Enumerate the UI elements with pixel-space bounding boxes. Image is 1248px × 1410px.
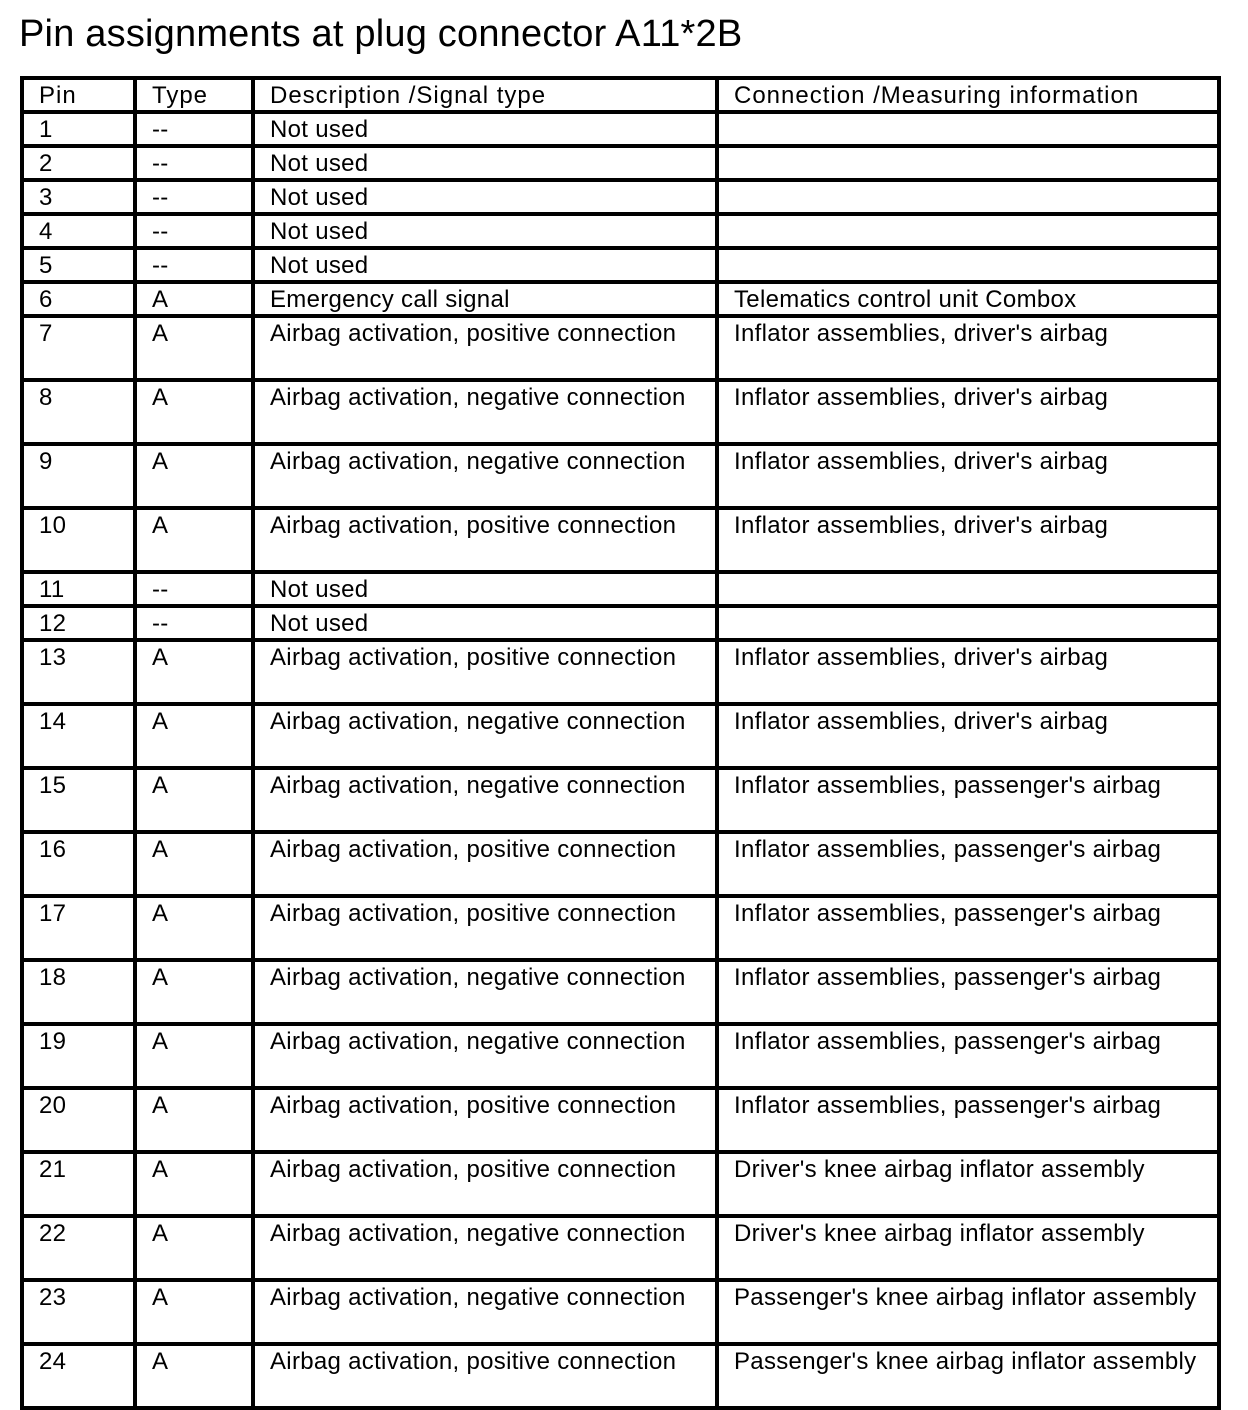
table-body: [22, 112, 1219, 1408]
type-cell: --: [135, 112, 253, 146]
table-row: [22, 896, 1219, 960]
table-row: [22, 960, 1219, 1024]
table-row: [22, 248, 1219, 282]
description-cell: Not used: [253, 606, 717, 640]
description-cell: Airbag activation, positive connection: [253, 1344, 717, 1408]
type-cell: A: [135, 508, 253, 572]
table-row: [22, 606, 1219, 640]
table-row: [22, 1152, 1219, 1216]
description-cell: Not used: [253, 248, 717, 282]
pin-cell: 14: [22, 704, 135, 768]
pin-cell: 6: [22, 282, 135, 316]
type-cell: A: [135, 1344, 253, 1408]
table-row: [22, 380, 1219, 444]
description-cell: Airbag activation, positive connection: [253, 896, 717, 960]
table-row: [22, 832, 1219, 896]
pin-cell: 13: [22, 640, 135, 704]
pin-cell: 18: [22, 960, 135, 1024]
connection-cell: Telematics control unit Combox: [717, 282, 1219, 316]
table-row: [22, 214, 1219, 248]
pin-cell: 22: [22, 1216, 135, 1280]
page-title: Pin assignments at plug connector A11*2B: [19, 13, 743, 55]
connection-cell: Passenger's knee airbag inflator assembly: [717, 1280, 1219, 1344]
description-cell: Airbag activation, negative connection: [253, 768, 717, 832]
description-cell: Airbag activation, positive connection: [253, 1088, 717, 1152]
table-row: [22, 640, 1219, 704]
type-cell: --: [135, 606, 253, 640]
connection-cell: Driver's knee airbag inflator assembly: [717, 1152, 1219, 1216]
header-description: Description /Signal type: [253, 78, 717, 112]
type-cell: A: [135, 1152, 253, 1216]
description-cell: Airbag activation, negative connection: [253, 1280, 717, 1344]
table-row: [22, 1280, 1219, 1344]
table-row: [22, 768, 1219, 832]
type-cell: --: [135, 214, 253, 248]
description-cell: Airbag activation, positive connection: [253, 1152, 717, 1216]
type-cell: A: [135, 282, 253, 316]
table-row: [22, 1088, 1219, 1152]
type-cell: --: [135, 248, 253, 282]
header-pin: Pin: [22, 78, 135, 112]
type-cell: A: [135, 316, 253, 380]
type-cell: A: [135, 1280, 253, 1344]
connection-cell: Driver's knee airbag inflator assembly: [717, 1216, 1219, 1280]
connection-cell: [717, 606, 1219, 640]
type-cell: A: [135, 768, 253, 832]
connection-cell: Inflator assemblies, driver's airbag: [717, 508, 1219, 572]
type-cell: A: [135, 1216, 253, 1280]
description-cell: Not used: [253, 112, 717, 146]
description-cell: Not used: [253, 146, 717, 180]
table-row: [22, 1216, 1219, 1280]
description-cell: Not used: [253, 572, 717, 606]
pin-cell: 2: [22, 146, 135, 180]
connection-cell: Inflator assemblies, passenger's airbag: [717, 960, 1219, 1024]
type-cell: A: [135, 380, 253, 444]
connection-cell: [717, 572, 1219, 606]
description-cell: Airbag activation, negative connection: [253, 380, 717, 444]
table-row: [22, 316, 1219, 380]
type-cell: --: [135, 146, 253, 180]
pin-cell: 4: [22, 214, 135, 248]
pin-cell: 24: [22, 1344, 135, 1408]
pin-cell: 19: [22, 1024, 135, 1088]
pin-cell: 10: [22, 508, 135, 572]
connection-cell: [717, 214, 1219, 248]
pin-cell: 20: [22, 1088, 135, 1152]
description-cell: Airbag activation, negative connection: [253, 444, 717, 508]
connection-cell: Inflator assemblies, driver's airbag: [717, 380, 1219, 444]
type-cell: --: [135, 180, 253, 214]
description-cell: Airbag activation, negative connection: [253, 704, 717, 768]
pin-cell: 16: [22, 832, 135, 896]
description-cell: Airbag activation, positive connection: [253, 508, 717, 572]
type-cell: A: [135, 896, 253, 960]
pin-cell: 7: [22, 316, 135, 380]
table-row: [22, 704, 1219, 768]
pin-cell: 23: [22, 1280, 135, 1344]
header-connection: Connection /Measuring information: [717, 78, 1219, 112]
type-cell: A: [135, 1024, 253, 1088]
connection-cell: [717, 112, 1219, 146]
type-cell: A: [135, 832, 253, 896]
description-cell: Airbag activation, negative connection: [253, 1024, 717, 1088]
connection-cell: Inflator assemblies, passenger's airbag: [717, 896, 1219, 960]
type-cell: A: [135, 444, 253, 508]
pin-cell: 5: [22, 248, 135, 282]
table-row: [22, 572, 1219, 606]
type-cell: A: [135, 960, 253, 1024]
description-cell: Airbag activation, negative connection: [253, 1216, 717, 1280]
description-cell: Airbag activation, positive connection: [253, 832, 717, 896]
table-row: [22, 508, 1219, 572]
connection-cell: Inflator assemblies, passenger's airbag: [717, 768, 1219, 832]
connection-cell: Inflator assemblies, passenger's airbag: [717, 1024, 1219, 1088]
type-cell: A: [135, 640, 253, 704]
description-cell: Emergency call signal: [253, 282, 717, 316]
pin-cell: 1: [22, 112, 135, 146]
header-type: Type: [135, 78, 253, 112]
table-row: [22, 1344, 1219, 1408]
table-row: [22, 282, 1219, 316]
connection-cell: Inflator assemblies, driver's airbag: [717, 640, 1219, 704]
type-cell: A: [135, 704, 253, 768]
table-row: [22, 180, 1219, 214]
connection-cell: [717, 180, 1219, 214]
pin-cell: 9: [22, 444, 135, 508]
pin-cell: 3: [22, 180, 135, 214]
description-cell: Not used: [253, 180, 717, 214]
connection-cell: Passenger's knee airbag inflator assembly: [717, 1344, 1219, 1408]
pin-cell: 15: [22, 768, 135, 832]
table-row: [22, 146, 1219, 180]
pin-cell: 8: [22, 380, 135, 444]
description-cell: Airbag activation, positive connection: [253, 640, 717, 704]
pin-cell: 17: [22, 896, 135, 960]
pin-cell: 12: [22, 606, 135, 640]
description-cell: Airbag activation, positive connection: [253, 316, 717, 380]
connection-cell: [717, 248, 1219, 282]
table-row: [22, 1024, 1219, 1088]
pin-cell: 11: [22, 572, 135, 606]
connection-cell: Inflator assemblies, driver's airbag: [717, 444, 1219, 508]
table-row: [22, 112, 1219, 146]
connection-cell: Inflator assemblies, passenger's airbag: [717, 1088, 1219, 1152]
type-cell: --: [135, 572, 253, 606]
description-cell: Airbag activation, negative connection: [253, 960, 717, 1024]
connection-cell: Inflator assemblies, driver's airbag: [717, 704, 1219, 768]
connection-cell: Inflator assemblies, driver's airbag: [717, 316, 1219, 380]
type-cell: A: [135, 1088, 253, 1152]
table-row: [22, 444, 1219, 508]
connection-cell: Inflator assemblies, passenger's airbag: [717, 832, 1219, 896]
pin-assignment-table: [20, 76, 1221, 1410]
description-cell: Not used: [253, 214, 717, 248]
pin-cell: 21: [22, 1152, 135, 1216]
table-header-row: [22, 78, 1219, 112]
connection-cell: [717, 146, 1219, 180]
